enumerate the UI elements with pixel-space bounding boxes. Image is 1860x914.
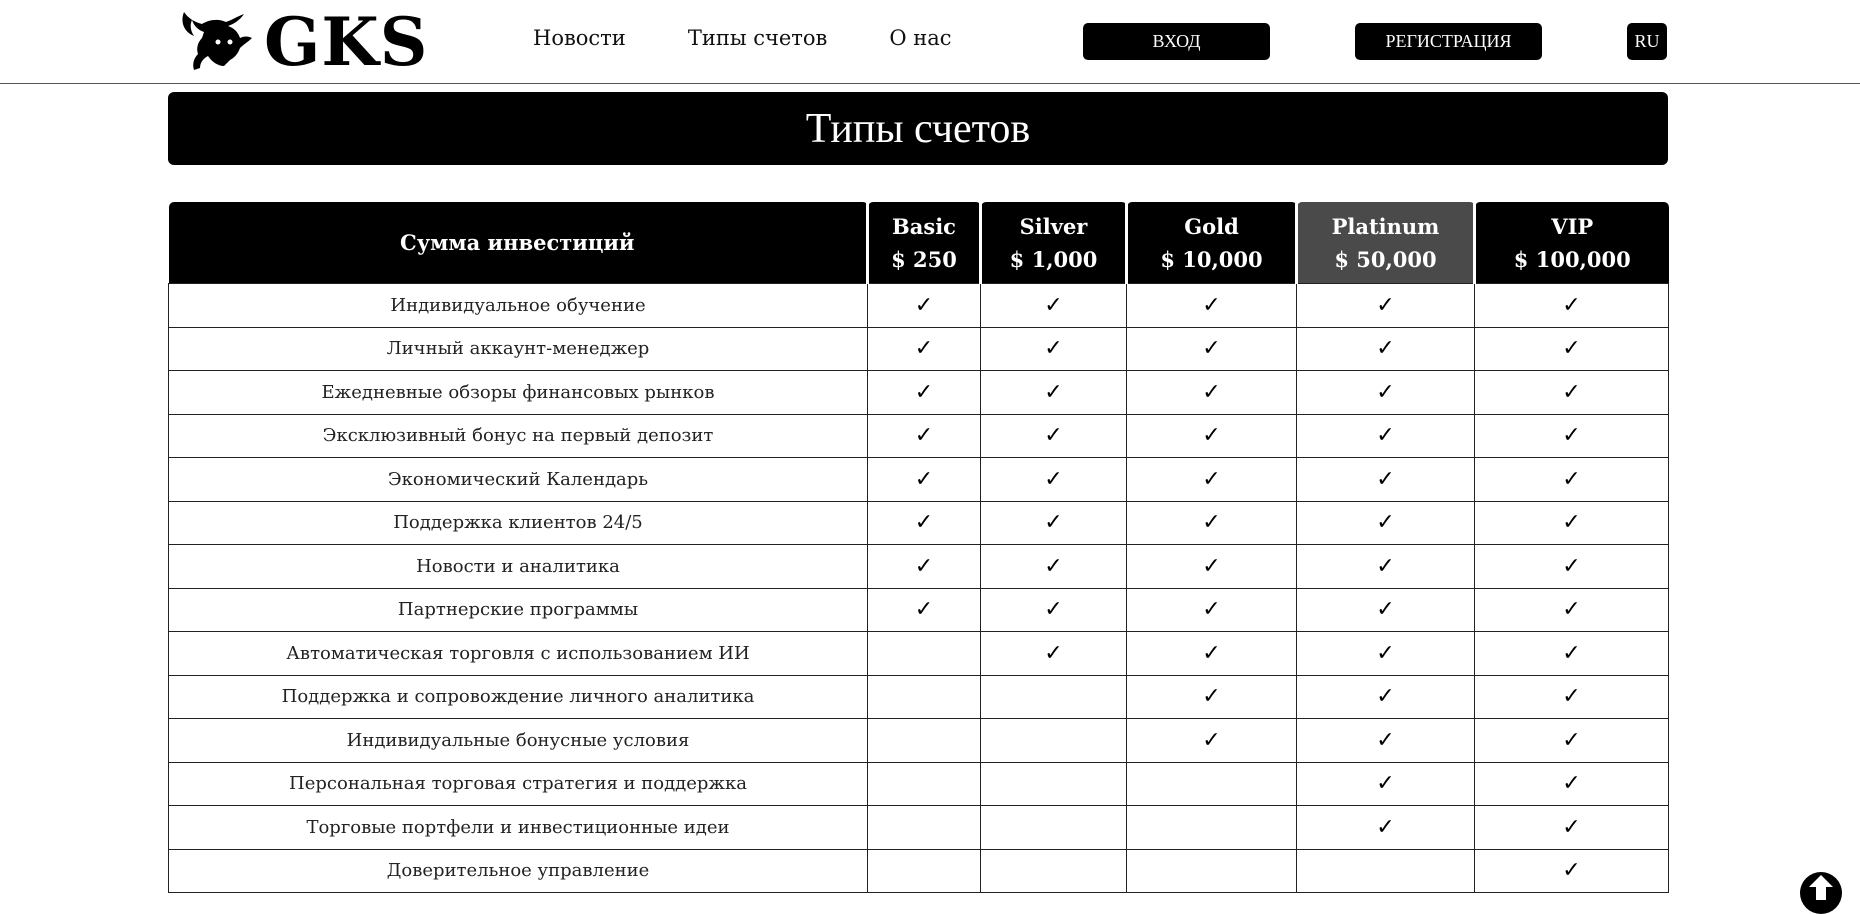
table-row — [169, 632, 1669, 676]
table-row — [169, 371, 1669, 415]
main-nav — [533, 26, 1014, 50]
check-mark-icon: ✓ — [1475, 675, 1669, 719]
plan-header-silver — [981, 202, 1127, 284]
check-mark-icon: ✓ — [1297, 327, 1475, 371]
check-mark-icon: ✓ — [1475, 414, 1669, 458]
check-mark-icon: ✓ — [1475, 588, 1669, 632]
empty-cell — [981, 849, 1127, 893]
table-row — [169, 762, 1669, 806]
check-mark-icon: ✓ — [1475, 849, 1669, 893]
plan-price: $ 10,000 — [1160, 246, 1263, 272]
check-mark-icon: ✓ — [868, 414, 981, 458]
check-mark-icon: ✓ — [1297, 588, 1475, 632]
check-mark-icon: ✓ — [981, 371, 1127, 415]
nav-news[interactable]: Новости — [533, 26, 626, 50]
empty-cell — [981, 675, 1127, 719]
feature-label: Поддержка клиентов 24/5 — [169, 501, 868, 545]
bull-logo-icon — [178, 8, 256, 76]
feature-label: Доверительное управление — [169, 849, 868, 893]
check-mark-icon: ✓ — [1127, 675, 1297, 719]
table-row — [169, 588, 1669, 632]
check-mark-icon: ✓ — [1127, 371, 1297, 415]
empty-cell — [868, 632, 981, 676]
check-mark-icon: ✓ — [1297, 371, 1475, 415]
plan-price: $ 1,000 — [1009, 246, 1098, 272]
plan-name: VIP — [1551, 213, 1594, 239]
check-mark-icon: ✓ — [1127, 414, 1297, 458]
check-mark-icon: ✓ — [1297, 414, 1475, 458]
empty-cell — [981, 762, 1127, 806]
check-mark-icon: ✓ — [1475, 501, 1669, 545]
logo[interactable] — [178, 3, 429, 81]
language-selector[interactable]: RU — [1627, 23, 1667, 60]
check-mark-icon: ✓ — [1475, 719, 1669, 763]
check-mark-icon: ✓ — [1475, 545, 1669, 589]
check-mark-icon: ✓ — [1127, 632, 1297, 676]
table-row — [169, 458, 1669, 502]
feature-label: Эксклюзивный бонус на первый депозит — [169, 414, 868, 458]
check-mark-icon: ✓ — [868, 327, 981, 371]
check-mark-icon: ✓ — [981, 458, 1127, 502]
check-mark-icon: ✓ — [1297, 762, 1475, 806]
site-header — [0, 0, 1860, 84]
table-row — [169, 414, 1669, 458]
plan-name: Platinum — [1331, 213, 1440, 239]
plan-header-vip — [1475, 202, 1669, 284]
table-row — [169, 675, 1669, 719]
feature-label: Персональная торговая стратегия и поддержка — [169, 762, 868, 806]
account-types-table — [168, 202, 1668, 893]
check-mark-icon: ✓ — [1475, 632, 1669, 676]
check-mark-icon: ✓ — [868, 588, 981, 632]
check-mark-icon: ✓ — [1297, 806, 1475, 850]
plan-name: Silver — [1019, 213, 1088, 239]
empty-cell — [1127, 806, 1297, 850]
login-button[interactable]: ВХОД — [1083, 23, 1270, 60]
empty-cell — [868, 849, 981, 893]
plan-header-platinum — [1297, 202, 1475, 284]
check-mark-icon: ✓ — [1475, 327, 1669, 371]
logo-text: GKS — [264, 3, 429, 81]
plan-price: $ 50,000 — [1334, 246, 1437, 272]
feature-label: Ежедневные обзоры финансовых рынков — [169, 371, 868, 415]
empty-cell — [868, 675, 981, 719]
feature-label: Поддержка и сопровождение личного аналитика — [169, 675, 868, 719]
check-mark-icon: ✓ — [868, 501, 981, 545]
plan-name: Basic — [892, 213, 956, 239]
table-row — [169, 284, 1669, 328]
table-row — [169, 806, 1669, 850]
check-mark-icon: ✓ — [981, 501, 1127, 545]
check-mark-icon: ✓ — [981, 588, 1127, 632]
feature-label: Торговые портфели и инвестиционные идеи — [169, 806, 868, 850]
check-mark-icon: ✓ — [1475, 806, 1669, 850]
check-mark-icon: ✓ — [1127, 545, 1297, 589]
plan-name: Gold — [1184, 213, 1239, 239]
check-mark-icon: ✓ — [868, 545, 981, 589]
nav-account-types[interactable]: Типы счетов — [687, 26, 828, 50]
check-mark-icon: ✓ — [1475, 284, 1669, 328]
check-mark-icon: ✓ — [1127, 458, 1297, 502]
scroll-to-top-button[interactable] — [1800, 872, 1842, 914]
check-mark-icon: ✓ — [1475, 458, 1669, 502]
plan-price: $ 100,000 — [1513, 246, 1631, 272]
empty-cell — [1297, 849, 1475, 893]
table-row — [169, 327, 1669, 371]
empty-cell — [868, 719, 981, 763]
feature-label: Индивидуальное обучение — [169, 284, 868, 328]
empty-cell — [981, 719, 1127, 763]
check-mark-icon: ✓ — [981, 545, 1127, 589]
feature-label: Автоматическая торговля с использованием ИИ — [169, 632, 868, 676]
check-mark-icon: ✓ — [1127, 588, 1297, 632]
check-mark-icon: ✓ — [1297, 545, 1475, 589]
feature-label: Новости и аналитика — [169, 545, 868, 589]
feature-table-body — [169, 284, 1669, 893]
arrow-up-icon — [1806, 872, 1836, 902]
check-mark-icon: ✓ — [1475, 371, 1669, 415]
check-mark-icon: ✓ — [1127, 501, 1297, 545]
check-mark-icon: ✓ — [1297, 719, 1475, 763]
empty-cell — [868, 762, 981, 806]
table-header-row — [169, 202, 1669, 284]
check-mark-icon: ✓ — [981, 414, 1127, 458]
feature-label: Личный аккаунт-менеджер — [169, 327, 868, 371]
table-row — [169, 545, 1669, 589]
feature-label: Экономический Календарь — [169, 458, 868, 502]
check-mark-icon: ✓ — [1297, 458, 1475, 502]
check-mark-icon: ✓ — [868, 458, 981, 502]
empty-cell — [1127, 762, 1297, 806]
nav-about[interactable]: О нас — [889, 26, 952, 50]
check-mark-icon: ✓ — [1127, 719, 1297, 763]
empty-cell — [981, 806, 1127, 850]
register-button[interactable]: РЕГИСТРАЦИЯ — [1355, 23, 1542, 60]
table-row — [169, 501, 1669, 545]
investment-amount-header: Сумма инвестиций — [169, 202, 868, 284]
plan-header-gold — [1127, 202, 1297, 284]
empty-cell — [1127, 849, 1297, 893]
check-mark-icon: ✓ — [868, 284, 981, 328]
page-title: Типы счетов — [168, 92, 1668, 165]
check-mark-icon: ✓ — [1127, 327, 1297, 371]
empty-cell — [868, 806, 981, 850]
check-mark-icon: ✓ — [1297, 501, 1475, 545]
check-mark-icon: ✓ — [1297, 284, 1475, 328]
check-mark-icon: ✓ — [981, 327, 1127, 371]
table-row — [169, 849, 1669, 893]
feature-label: Индивидуальные бонусные условия — [169, 719, 868, 763]
plan-header-basic — [868, 202, 981, 284]
table-row — [169, 719, 1669, 763]
check-mark-icon: ✓ — [1297, 675, 1475, 719]
check-mark-icon: ✓ — [1297, 632, 1475, 676]
check-mark-icon: ✓ — [981, 632, 1127, 676]
check-mark-icon: ✓ — [1127, 284, 1297, 328]
check-mark-icon: ✓ — [1475, 762, 1669, 806]
feature-label: Партнерские программы — [169, 588, 868, 632]
plan-price: $ 250 — [891, 246, 957, 272]
check-mark-icon: ✓ — [981, 284, 1127, 328]
check-mark-icon: ✓ — [868, 371, 981, 415]
